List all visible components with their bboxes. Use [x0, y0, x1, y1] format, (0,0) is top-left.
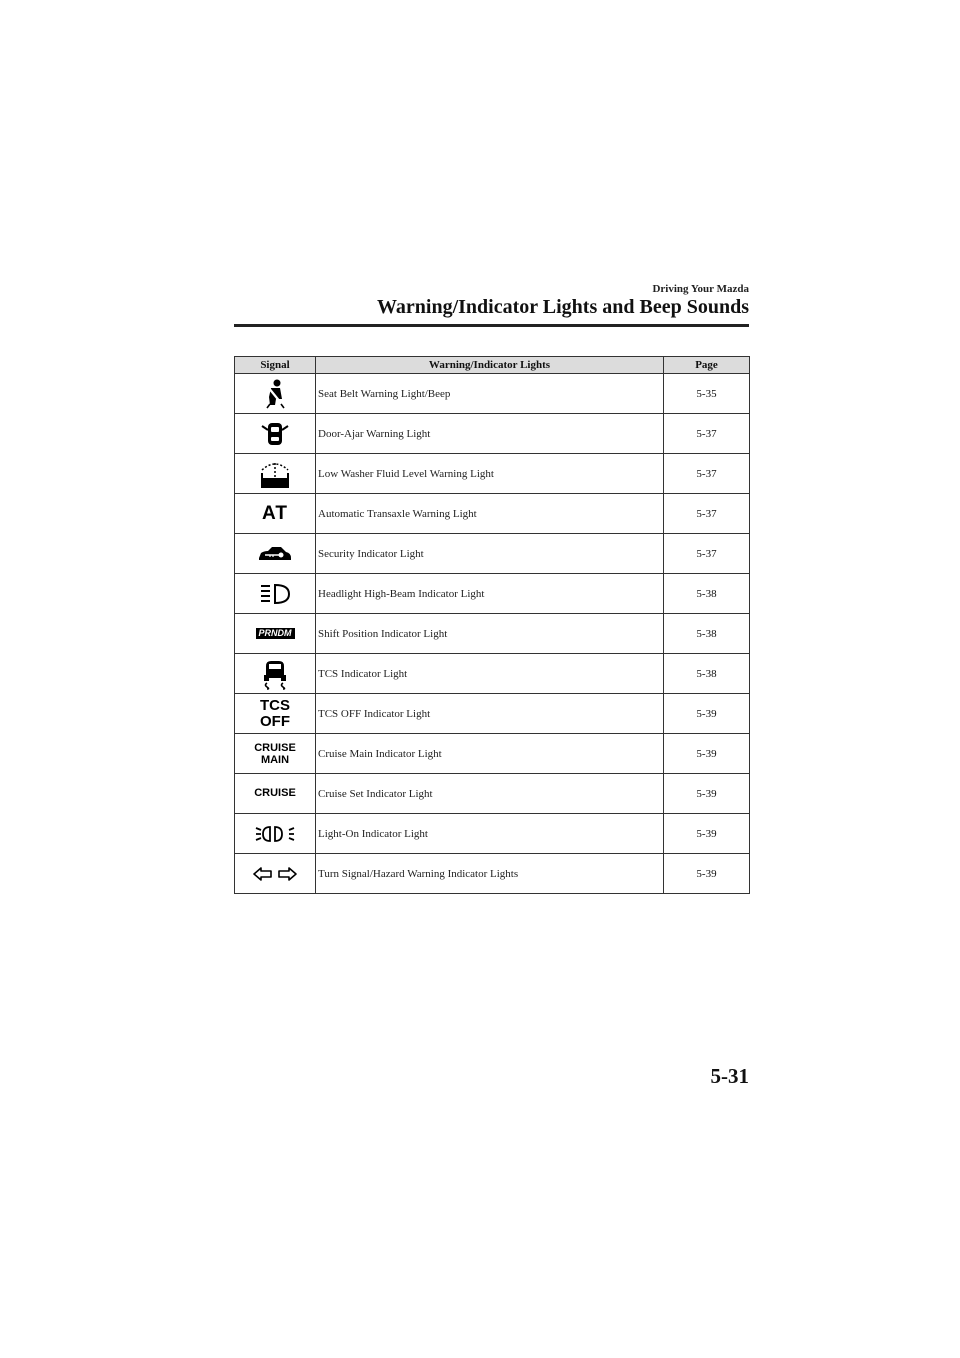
tcs-off-icon-line-2: OFF	[260, 712, 290, 730]
table-row	[235, 614, 750, 654]
page-ref: 5-38	[664, 574, 750, 614]
at-icon: AT	[262, 503, 288, 524]
light-name: Cruise Set Indicator Light	[316, 774, 664, 814]
light-on-icon	[255, 824, 295, 844]
page-ref: 5-37	[664, 414, 750, 454]
table-row	[235, 374, 750, 414]
section-label: Driving Your Mazda	[652, 283, 749, 295]
high-beam-icon	[259, 583, 291, 605]
title-divider	[234, 324, 749, 327]
turn-signal-icon	[252, 866, 298, 882]
light-name: Light-On Indicator Light	[316, 814, 664, 854]
light-name: Shift Position Indicator Light	[316, 614, 664, 654]
table-row	[235, 694, 750, 734]
signal-cell	[235, 614, 316, 654]
signal-cell	[235, 734, 316, 774]
signal-cell	[235, 654, 316, 694]
column-header-signal: Signal	[235, 357, 316, 374]
column-header-lights: Warning/Indicator Lights	[316, 357, 664, 374]
security-car-icon	[257, 545, 293, 563]
table-row	[235, 654, 750, 694]
signal-cell	[235, 694, 316, 734]
light-name: TCS Indicator Light	[316, 654, 664, 694]
signal-cell	[235, 774, 316, 814]
signal-cell	[235, 814, 316, 854]
page-ref: 5-38	[664, 614, 750, 654]
light-name: Low Washer Fluid Level Warning Light	[316, 454, 664, 494]
signal-cell	[235, 414, 316, 454]
light-name: Door-Ajar Warning Light	[316, 414, 664, 454]
tcs-icon	[261, 658, 289, 690]
cruise-main-icon-line-1: CRUISE	[254, 741, 296, 754]
page-title: Warning/Indicator Lights and Beep Sounds	[377, 296, 749, 318]
light-name: Cruise Main Indicator Light	[316, 734, 664, 774]
warning-lights-table	[234, 356, 750, 894]
light-name: Seat Belt Warning Light/Beep	[316, 374, 664, 414]
table-row	[235, 814, 750, 854]
page-ref: 5-37	[664, 494, 750, 534]
cruise-main-icon	[254, 742, 296, 766]
table-row	[235, 454, 750, 494]
page-ref: 5-39	[664, 774, 750, 814]
light-name: Security Indicator Light	[316, 534, 664, 574]
shift-position-icon: PRNDM	[256, 628, 295, 639]
door-ajar-icon	[260, 420, 290, 448]
column-header-page: Page	[664, 357, 750, 374]
washer-fluid-icon	[259, 459, 291, 489]
table-header-row	[235, 357, 750, 374]
page-ref: 5-38	[664, 654, 750, 694]
light-name: TCS OFF Indicator Light	[316, 694, 664, 734]
table-row	[235, 774, 750, 814]
page-ref: 5-37	[664, 454, 750, 494]
page-number: 5-31	[710, 1064, 749, 1088]
cruise-set-icon: CRUISE	[254, 787, 296, 800]
seat-belt-icon	[262, 379, 288, 409]
signal-cell	[235, 454, 316, 494]
tcs-off-icon-line-1: TCS	[260, 696, 290, 714]
signal-cell	[235, 574, 316, 614]
light-name: Turn Signal/Hazard Warning Indicator Lights	[316, 854, 664, 894]
light-name: Automatic Transaxle Warning Light	[316, 494, 664, 534]
light-name: Headlight High-Beam Indicator Light	[316, 574, 664, 614]
table-row	[235, 734, 750, 774]
page-ref: 5-39	[664, 814, 750, 854]
page-ref: 5-35	[664, 374, 750, 414]
table-row	[235, 414, 750, 454]
table-row	[235, 494, 750, 534]
tcs-off-icon	[260, 698, 290, 730]
page-ref: 5-37	[664, 534, 750, 574]
signal-cell	[235, 374, 316, 414]
table-row	[235, 854, 750, 894]
signal-cell	[235, 854, 316, 894]
signal-cell	[235, 534, 316, 574]
cruise-main-icon-line-2: MAIN	[260, 753, 290, 766]
table-row	[235, 534, 750, 574]
page-ref: 5-39	[664, 854, 750, 894]
page-ref: 5-39	[664, 694, 750, 734]
signal-cell	[235, 494, 316, 534]
table-row	[235, 574, 750, 614]
page-ref: 5-39	[664, 734, 750, 774]
